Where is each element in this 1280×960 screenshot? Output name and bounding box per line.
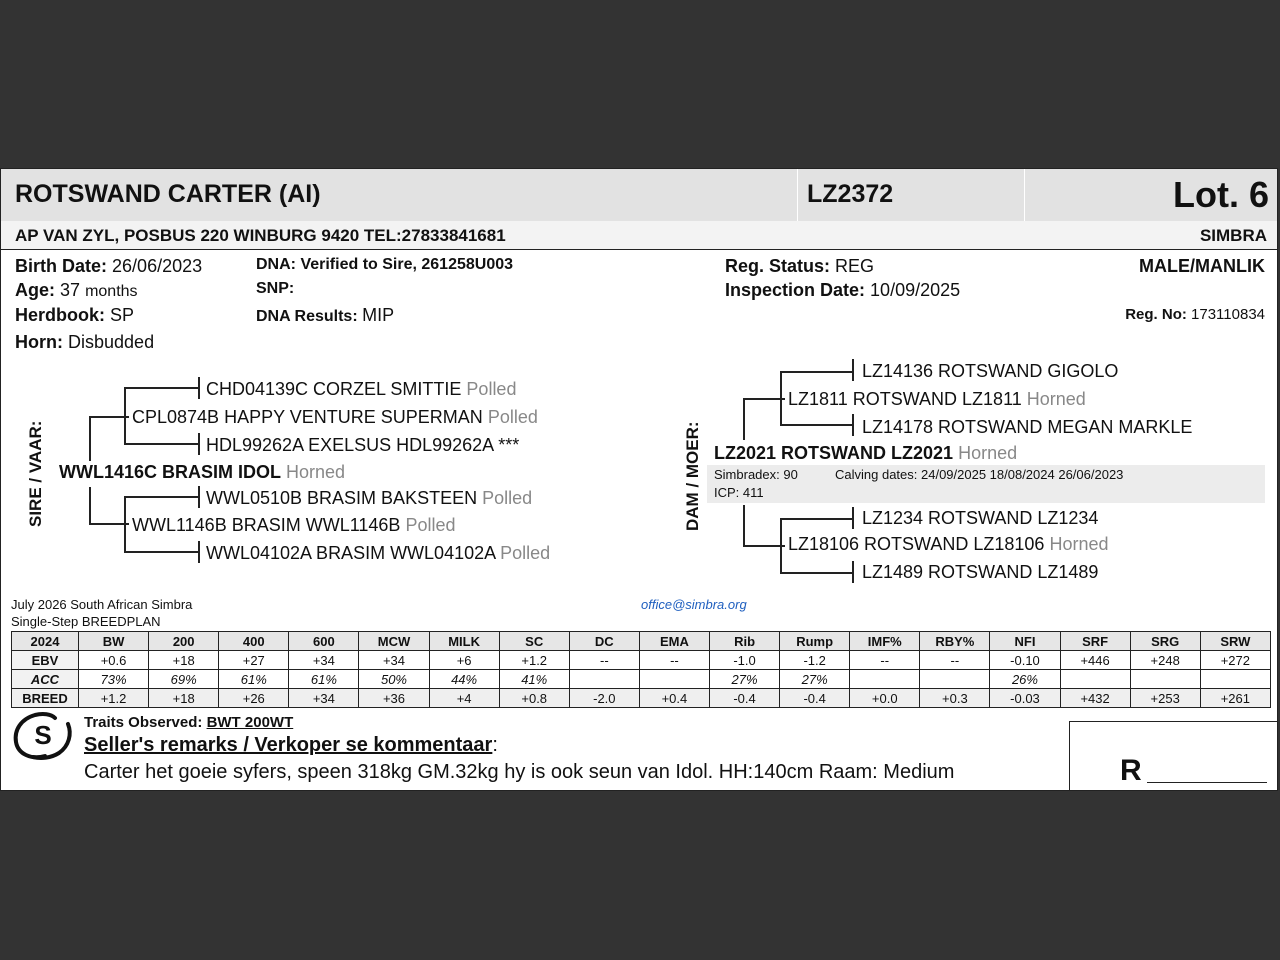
dam-side-label: DAM / MOER:	[683, 421, 702, 531]
ebv-cell: 27%	[780, 670, 850, 689]
ebv-header-cell: MILK	[429, 632, 499, 651]
ebv-row-label: ACC	[12, 670, 79, 689]
ebv-header-cell: IMF%	[850, 632, 920, 651]
price-prefix: R	[1120, 754, 1142, 787]
ebv-cell: 61%	[219, 670, 289, 689]
ebv-cell	[1060, 670, 1130, 689]
dam-dam-dam: LZ1489 ROTSWAND LZ1489	[862, 562, 1099, 582]
ebv-cell: +0.8	[499, 689, 569, 708]
ebv-table	[11, 631, 1271, 708]
ebv-header-cell: 600	[289, 632, 359, 651]
simbra-logo-icon	[11, 710, 75, 762]
dam-dam-sire: LZ1234 ROTSWAND LZ1234	[862, 508, 1099, 528]
sire-dam-dam: WWL04102A BRASIM WWL04102A Polled	[206, 543, 551, 563]
ebv-cell	[569, 670, 639, 689]
ebv-header-cell: SRG	[1130, 632, 1200, 651]
simbradex: Simbradex: 90	[714, 467, 798, 482]
ebv-cell: +0.3	[920, 689, 990, 708]
ebv-cell: +248	[1130, 651, 1200, 670]
animal-name: ROTSWAND CARTER (AI)	[15, 180, 321, 208]
ebv-header-cell: SC	[499, 632, 569, 651]
sex: MALE/MANLIK	[1139, 256, 1265, 276]
remarks-heading: Seller's remarks / Verkoper se kommentaar:	[84, 734, 498, 756]
sire-sire-sire: CHD04139C CORZEL SMITTIE Polled	[206, 379, 517, 399]
ebv-cell: 73%	[79, 670, 149, 689]
ebv-row-breed	[12, 689, 1271, 708]
ebv-cell	[1130, 670, 1200, 689]
ebv-cell: +34	[359, 651, 429, 670]
ebv-cell: 41%	[499, 670, 569, 689]
ebv-header-cell: BW	[79, 632, 149, 651]
ebv-cell: +4	[429, 689, 499, 708]
horn-status: Horn: Disbudded	[15, 332, 155, 352]
owner-bar	[1, 221, 1278, 250]
ebv-header-cell: 400	[219, 632, 289, 651]
ebv-cell	[639, 670, 709, 689]
ebv-header-cell: EMA	[639, 632, 709, 651]
ebv-cell: +0.6	[79, 651, 149, 670]
ebv-cell: --	[639, 651, 709, 670]
ebv-cell: -1.0	[709, 651, 779, 670]
ebv-cell: +18	[149, 689, 219, 708]
ebv-cell: -0.4	[780, 689, 850, 708]
snp-label: SNP:	[256, 280, 295, 297]
ebv-header-cell: 200	[149, 632, 219, 651]
traits-observed: Traits Observed: BWT 200WT	[84, 714, 294, 731]
ebv-cell	[850, 670, 920, 689]
ebv-cell: +0.0	[850, 689, 920, 708]
ebv-cell: +27	[219, 651, 289, 670]
ebv-cell: +36	[359, 689, 429, 708]
email-link[interactable]: office@simbra.org	[641, 597, 747, 612]
ebv-cell: --	[920, 651, 990, 670]
breed-label: SIMBRA	[1199, 226, 1267, 245]
svg-text:S: S	[34, 720, 52, 750]
sire-side-label: SIRE / VAAR:	[26, 420, 45, 527]
ebv-cell: +1.2	[499, 651, 569, 670]
dam-sire: LZ1811 ROTSWAND LZ1811 Horned	[788, 389, 1086, 409]
herdbook: Herdbook: SP	[15, 305, 135, 325]
ebv-header-cell: DC	[569, 632, 639, 651]
ebv-cell: +0.4	[639, 689, 709, 708]
ebv-header-cell: NFI	[990, 632, 1060, 651]
ebv-cell: +432	[1060, 689, 1130, 708]
ebv-cell: -0.10	[990, 651, 1060, 670]
sire-sire-dam: HDL99262A EXELSUS HDL99262A ***	[206, 435, 520, 455]
ebv-row-acc	[12, 670, 1271, 689]
birth-date: Birth Date: 26/06/2023	[15, 256, 203, 276]
dam-sire-dam: LZ14178 ROTSWAND MEGAN MARKLE	[862, 417, 1193, 437]
ebv-cell: +253	[1130, 689, 1200, 708]
ebv-cell: -0.03	[990, 689, 1060, 708]
dam-dam: LZ18106 ROTSWAND LZ18106 Horned	[788, 534, 1109, 554]
ebv-cell: +261	[1200, 689, 1270, 708]
dna-results: DNA Results: MIP	[256, 305, 395, 325]
ebv-cell: +18	[149, 651, 219, 670]
ebv-cell: +446	[1060, 651, 1130, 670]
ebv-cell: 69%	[149, 670, 219, 689]
price-box	[1069, 721, 1278, 791]
ebv-header-cell: Rib	[709, 632, 779, 651]
ebv-cell: +26	[219, 689, 289, 708]
ebv-cell: -2.0	[569, 689, 639, 708]
breedplan-edition: July 2026 South African Simbra	[11, 597, 193, 612]
seller-remarks: Carter het goeie syfers, speen 318kg GM.32kg hy is ook seun van Idol. HH:140cm Raam: Medium	[84, 761, 955, 783]
sire-dam: WWL1146B BRASIM WWL1146B Polled	[132, 515, 456, 535]
ebv-cell: --	[850, 651, 920, 670]
ebv-header-cell: SRW	[1200, 632, 1270, 651]
sire-sire: CPL0874B HAPPY VENTURE SUPERMAN Polled	[132, 407, 538, 427]
title-bar	[1, 169, 1278, 222]
animal-id: LZ2372	[807, 180, 894, 208]
dam-sire-sire: LZ14136 ROTSWAND GIGOLO	[862, 361, 1119, 381]
ebv-cell	[1200, 670, 1270, 689]
age: Age: 37 months	[15, 280, 138, 300]
ebv-cell: 44%	[429, 670, 499, 689]
ebv-cell: +34	[289, 651, 359, 670]
ebv-cell: +6	[429, 651, 499, 670]
price-input-line[interactable]	[1147, 782, 1267, 783]
ebv-cell: +272	[1200, 651, 1270, 670]
ebv-row-ebv	[12, 651, 1271, 670]
icp: ICP: 411	[714, 485, 764, 500]
ebv-cell: 26%	[990, 670, 1060, 689]
ebv-cell: +34	[289, 689, 359, 708]
dam: LZ2021 ROTSWAND LZ2021 Horned	[714, 443, 1018, 463]
lot-number: Lot. 6	[1173, 174, 1269, 215]
owner-details: AP VAN ZYL, POSBUS 220 WINBURG 9420 TEL:27833841681	[15, 226, 506, 245]
ebv-cell: -0.4	[709, 689, 779, 708]
ebv-cell: -1.2	[780, 651, 850, 670]
lot-card	[0, 168, 1278, 791]
ebv-header-cell: RBY%	[920, 632, 990, 651]
reg-status: Reg. Status: REG	[725, 256, 875, 276]
ebv-row-label: EBV	[12, 651, 79, 670]
calving-dates: Calving dates: 24/09/2025 18/08/2024 26/06/2023	[835, 467, 1124, 482]
ebv-header-cell: MCW	[359, 632, 429, 651]
reg-number: Reg. No: 173110834	[1125, 306, 1265, 323]
ebv-row-label: BREED	[12, 689, 79, 708]
ebv-cell: 27%	[709, 670, 779, 689]
ebv-header-row	[12, 632, 1271, 651]
ebv-header-cell: 2024	[12, 632, 79, 651]
ebv-header-cell: Rump	[780, 632, 850, 651]
sire: WWL1416C BRASIM IDOL Horned	[59, 462, 346, 482]
ebv-cell: +1.2	[79, 689, 149, 708]
sire-dam-sire: WWL0510B BRASIM BAKSTEEN Polled	[206, 488, 533, 508]
dna-verification: DNA: Verified to Sire, 261258U003	[256, 256, 514, 273]
inspection-date: Inspection Date: 10/09/2025	[725, 280, 961, 300]
ebv-header-cell: SRF	[1060, 632, 1130, 651]
ebv-cell: --	[569, 651, 639, 670]
breedplan-type: Single-Step BREEDPLAN	[11, 614, 161, 629]
ebv-cell: 61%	[289, 670, 359, 689]
ebv-cell	[920, 670, 990, 689]
ebv-cell: 50%	[359, 670, 429, 689]
